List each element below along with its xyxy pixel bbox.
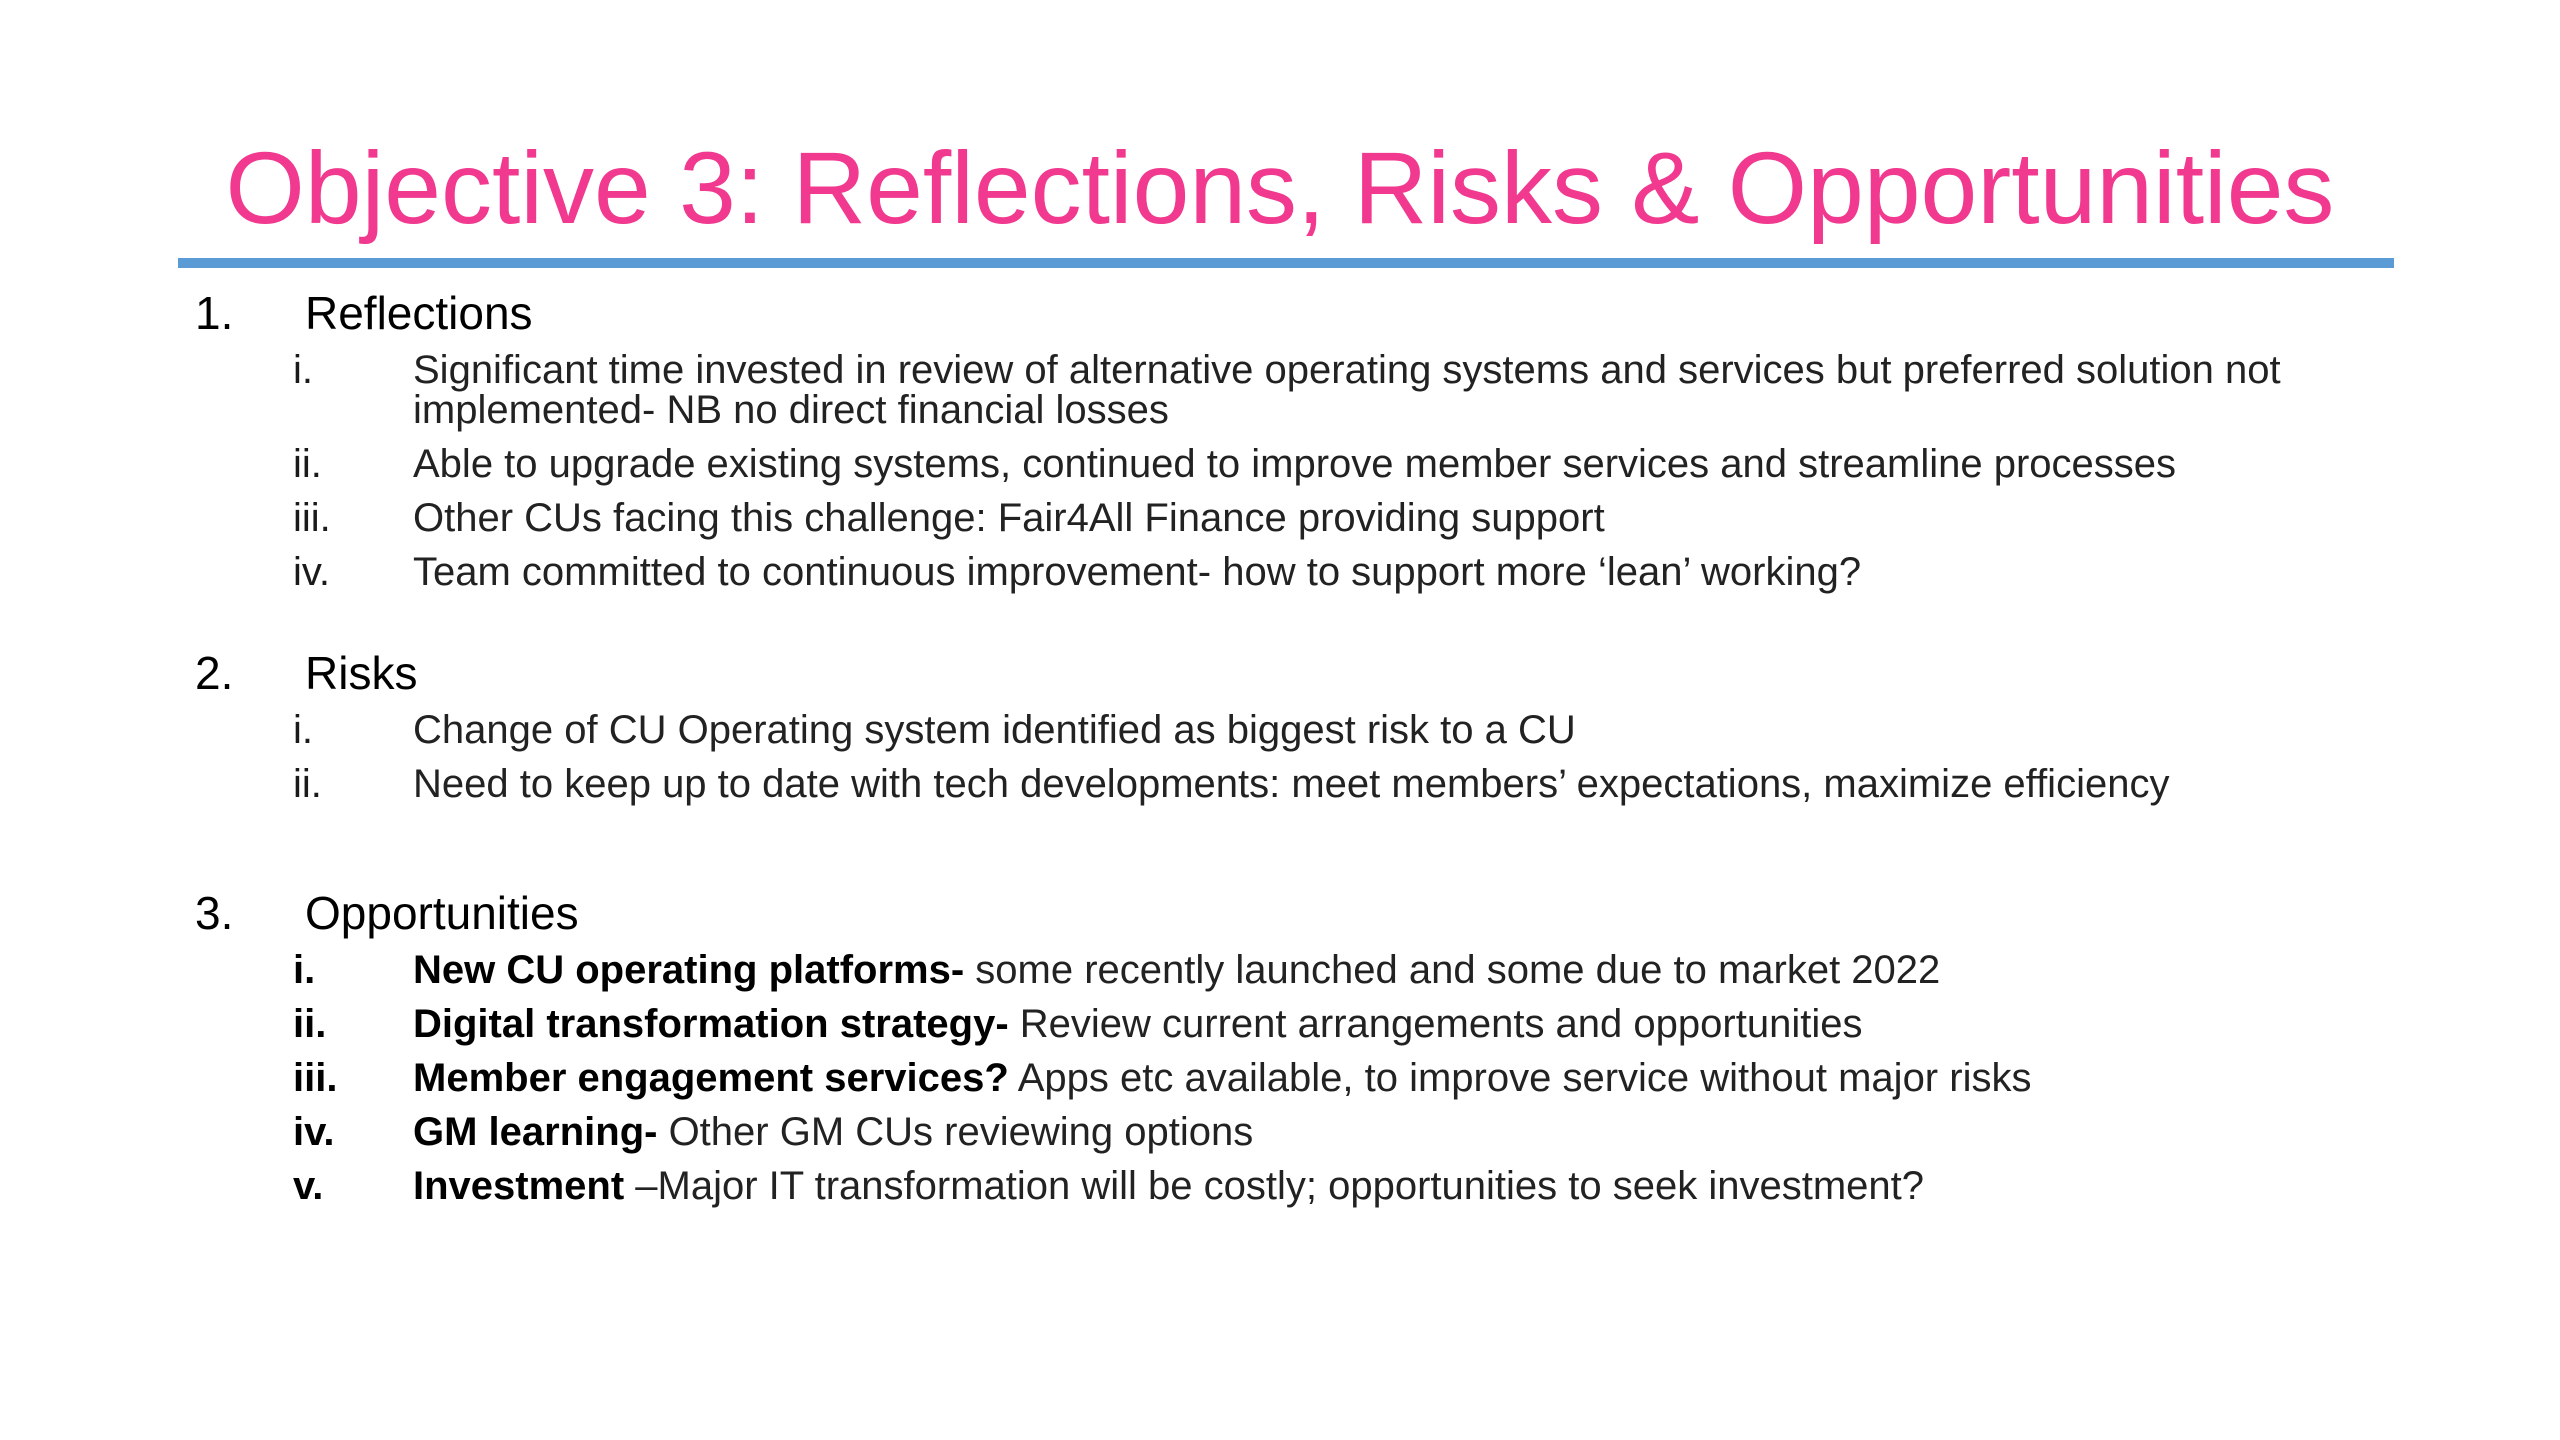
- section-heading: [195, 283, 2425, 343]
- item-marker: iii.: [293, 1056, 338, 1100]
- section-title: Reflections: [305, 287, 533, 339]
- section-opportunities: [195, 883, 2425, 1213]
- item-text: Team committed to continuous improvement- how to support more ‘lean’ working?: [413, 550, 1862, 594]
- item-marker: i.: [293, 708, 313, 752]
- section-number: 3.: [195, 887, 234, 939]
- section-heading: [195, 883, 2425, 943]
- item-text: [413, 1004, 2425, 1044]
- item-marker: iv.: [293, 1110, 335, 1154]
- item-marker: iv.: [293, 550, 331, 594]
- item-detail: some recently launched and some due to market 2022: [964, 948, 1941, 992]
- list-item: [195, 757, 2425, 811]
- list-item: [195, 703, 2425, 757]
- item-marker: v.: [293, 1164, 324, 1208]
- section-risks: [195, 643, 2425, 811]
- list-item: [195, 545, 2425, 599]
- section-number: 2.: [195, 647, 234, 699]
- list-item: [195, 1051, 2425, 1105]
- item-lead: Digital transformation strategy-: [413, 1002, 1009, 1046]
- item-text: Able to upgrade existing systems, continued to improve member services and streamline processes: [413, 442, 2177, 486]
- opportunities-list: [195, 943, 2425, 1213]
- section-title: Risks: [305, 647, 418, 699]
- item-lead: GM learning-: [413, 1110, 658, 1154]
- item-text: Need to keep up to date with tech developments: meet members’ expectations, maximize efficiency: [413, 762, 2170, 806]
- item-marker: iii.: [293, 496, 331, 540]
- list-item: [195, 943, 2425, 997]
- section-number: 1.: [195, 287, 234, 339]
- item-text: [413, 1166, 2425, 1206]
- item-marker: ii.: [293, 762, 322, 806]
- section-title: Opportunities: [305, 887, 579, 939]
- list-item: [195, 1159, 2425, 1213]
- list-item: [195, 343, 2425, 437]
- title-underline: [178, 258, 2394, 268]
- item-detail: Other GM CUs reviewing options: [657, 1110, 1254, 1154]
- reflections-list: [195, 343, 2425, 599]
- item-lead: Investment: [413, 1164, 625, 1208]
- item-marker: i.: [293, 948, 316, 992]
- item-text: Other CUs facing this challenge: Fair4All Finance providing support: [413, 496, 1605, 540]
- slide-body: [195, 283, 2425, 1213]
- item-lead: Member engagement services?: [413, 1056, 1009, 1100]
- item-text: [413, 950, 2425, 990]
- item-lead: New CU operating platforms-: [413, 948, 965, 992]
- item-marker: ii.: [293, 442, 322, 486]
- item-detail: Review current arrangements and opportunities: [1008, 1002, 1863, 1046]
- section-reflections: [195, 283, 2425, 599]
- item-detail: Apps etc available, to improve service without major risks: [1008, 1056, 2032, 1100]
- list-item: [195, 1105, 2425, 1159]
- item-detail: –Major IT transformation will be costly; opportunities to seek investment?: [624, 1164, 1925, 1208]
- list-item: [195, 491, 2425, 545]
- section-heading: [195, 643, 2425, 703]
- item-text: Change of CU Operating system identified as biggest risk to a CU: [413, 708, 1576, 752]
- risks-list: [195, 703, 2425, 811]
- item-text: Significant time invested in review of alternative operating systems and services but preferred solution not implemented- NB no direct financial losses: [413, 348, 2281, 432]
- list-item: [195, 997, 2425, 1051]
- item-marker: ii.: [293, 1002, 327, 1046]
- slide-title: Objective 3: Reflections, Risks & Opportunities: [225, 131, 2335, 245]
- item-marker: i.: [293, 348, 313, 392]
- item-text: [413, 1112, 2425, 1152]
- item-text: [413, 1058, 2425, 1098]
- list-item: [195, 437, 2425, 491]
